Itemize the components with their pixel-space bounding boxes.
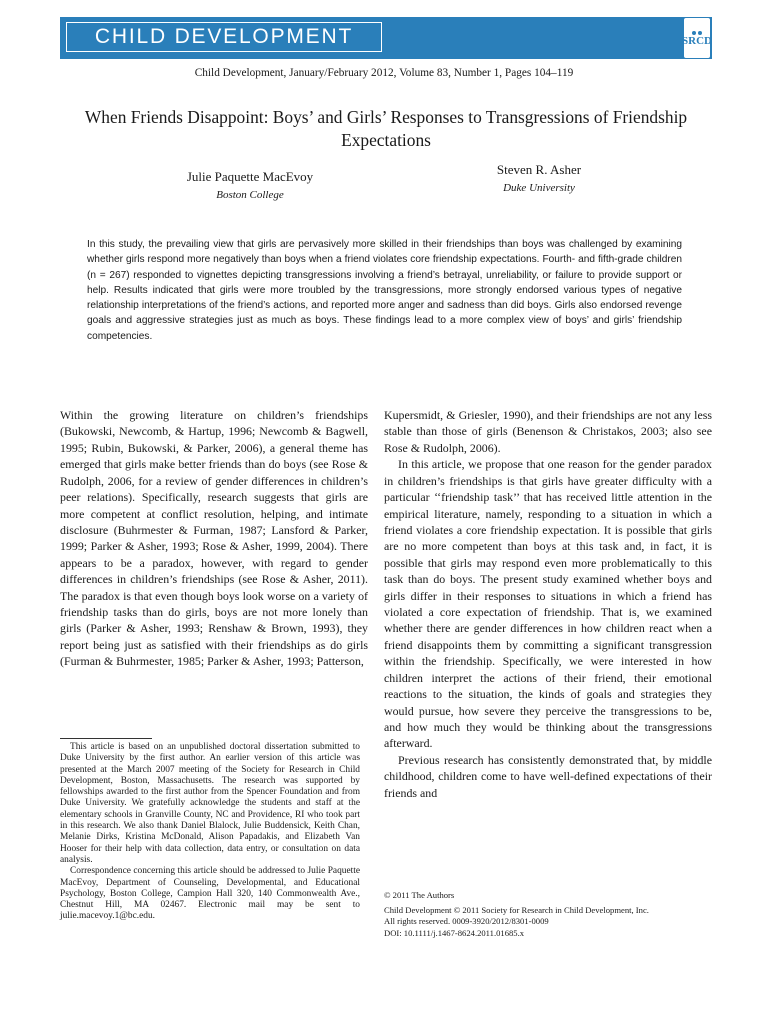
body-paragraph: Previous research has consistently demonstrated that, by middle childhood, children come to have well-defined expectations of their friends and	[384, 752, 712, 800]
author-affiliation: Duke University	[503, 182, 575, 194]
author-name: Steven R. Asher	[496, 162, 582, 177]
journal-header	[60, 17, 712, 59]
copyright-line: All rights reserved. 0009-3920/2012/8301-0009	[384, 916, 549, 927]
body-column-right	[384, 407, 712, 801]
article-title: When Friends Disappoint: Boys’ and Girls’ Responses to Transgressions of Friendship Expectations	[84, 107, 688, 150]
body-paragraph: In this article, we propose that one reason for the gender paradox in children’s friendships is that girls have greater difficulty with a particular ‘‘friendship task’’ that has received little attention in the empirical literature, namely, responding to a situation in which a friend violates a core friendship expectation. It is possible that girls are no more competent than boys at this task and, in fact, it is possible that girls may respond even more problematically to this task than do boys. The present study examined whether boys and girls differ in their responses to situations in which a friend has violated a core expectation of friendship. That is, we examined whether there are gender differences in how children react when a friend disappoints them by committing a significant transgression within the friendship. Specifically, we were interested in how children interpret the actions of their friend, their emotional reactions to the situation, the kinds of goals and strategies they would pursue, how severe they perceive the transgressions to be, and how much they would be thinking about the transgressions afterward.	[384, 457, 712, 751]
footnote-divider	[60, 738, 152, 739]
copyright-line: Child Development © 2011 Society for Research in Child Development, Inc.	[384, 905, 649, 916]
body-paragraph: Kupersmidt, & Griesler, 1990), and their friendships are not any less stable than those of girls (Benenson & Christakos, 2003; also see Rose & Rudolph, 2006).	[384, 408, 712, 455]
author-affiliation: Boston College	[216, 189, 284, 201]
abstract: In this study, the prevailing view that girls are pervasively more skilled in their friendships than boys was challenged by examining whether girls respond more negatively than boys when a friend violates core friendship expectations. Fourth- and fifth-grade children (n = 267) responded to vignettes depicting transgressions involving a friend’s betrayal, unreliability, or failure to provide support or help. Results indicated that girls were more troubled by the transgressions, more strongly endorsed various types of negative relationship interpretations of the friend’s actions, and reported more anger and sadness than did boys. Girls also endorsed revenge goals and aggressive strategies just as much as boys. These findings lead to a more complex view of boys’ and girls’ friendship competencies.	[87, 239, 682, 342]
body-column-left	[60, 407, 368, 670]
logo-letters	[682, 36, 712, 46]
copyright-block	[384, 890, 714, 939]
journal-name: CHILD DEVELOPMENT	[94, 25, 354, 48]
body-paragraph: Within the growing literature on children’s friendships (Bukowski, Newcomb, & Hartup, 1996; Newcomb & Bagwell, 1995; Rubin, Bukowski, & Parker, 2006), a general theme has emerged that girls make better friends than do boys (see Rose & Rudolph, 2006, for a review of gender differences in children’s peer relations). Specifically, research suggests that girls are more competent at conflict resolution, helping, and intimate disclosure (Buhrmester & Furman, 1987; Lansford & Parker, 1999; Parker & Asher, 1993; Rose & Asher, 1999, 2004). There appears to be a paradox, however, with regard to gender differences in children’s friendships (see Rose & Asher, 2011). The paradox is that even though boys look worse on a variety of friendship tasks than do girls, boys are not more lonely than girls (Parker & Asher, 1993; Renshaw & Brown, 1993), they report being just as satisfied with their friendships as do girls (Furman & Buhrmester, 1985; Parker & Asher, 1993; Patterson,	[60, 408, 368, 669]
journal-name-box	[66, 22, 382, 52]
author-2	[434, 162, 644, 194]
copyright-line: © 2011 The Authors	[384, 890, 455, 900]
author-1	[140, 169, 360, 201]
doi-line: DOI: 10.1111/j.1467-8624.2011.01685.x	[384, 927, 525, 938]
footnotes	[60, 742, 360, 923]
logo-text: SRCD	[682, 34, 712, 47]
footnote-correspondence: Correspondence concerning this article should be addressed to Julie Paquette MacEvoy, Department of Counseling, Developmental, and Educational Psychology, Boston College, Campion Hall 320, 140 Commonwealth Ave., Chestnut Hill, MA 02467. Electronic mail may be sent to julie.macevoy.1@bc.edu.	[60, 866, 360, 922]
srcd-logo	[684, 18, 710, 58]
footnote-acknowledgment: This article is based on an unpublished doctoral dissertation submitted to Duke University by the first author. An earlier version of this article was presented at the March 2007 meeting of the Society for Research in Child Development, Boston, Massachusetts. The research was supported by fellowships awarded to the first author from the Spencer Foundation and from Duke University. We gratefully acknowledge the students and staff at the elementary schools in Granville County, NC and Providence, RI who took part in this research. We also thank Daniel Blalock, Julie Buddensick, Keith Chan, Melanie Dirks, Kristina McDonald, Alison Papadakis, and Elizabeth Van Hooser for their help with data collection, data entry, or consultation on data analysis.	[60, 742, 360, 865]
author-name: Julie Paquette MacEvoy	[186, 169, 314, 184]
citation: Child Development, January/February 2012, Volume 83, Number 1, Pages 104–119	[194, 67, 574, 79]
